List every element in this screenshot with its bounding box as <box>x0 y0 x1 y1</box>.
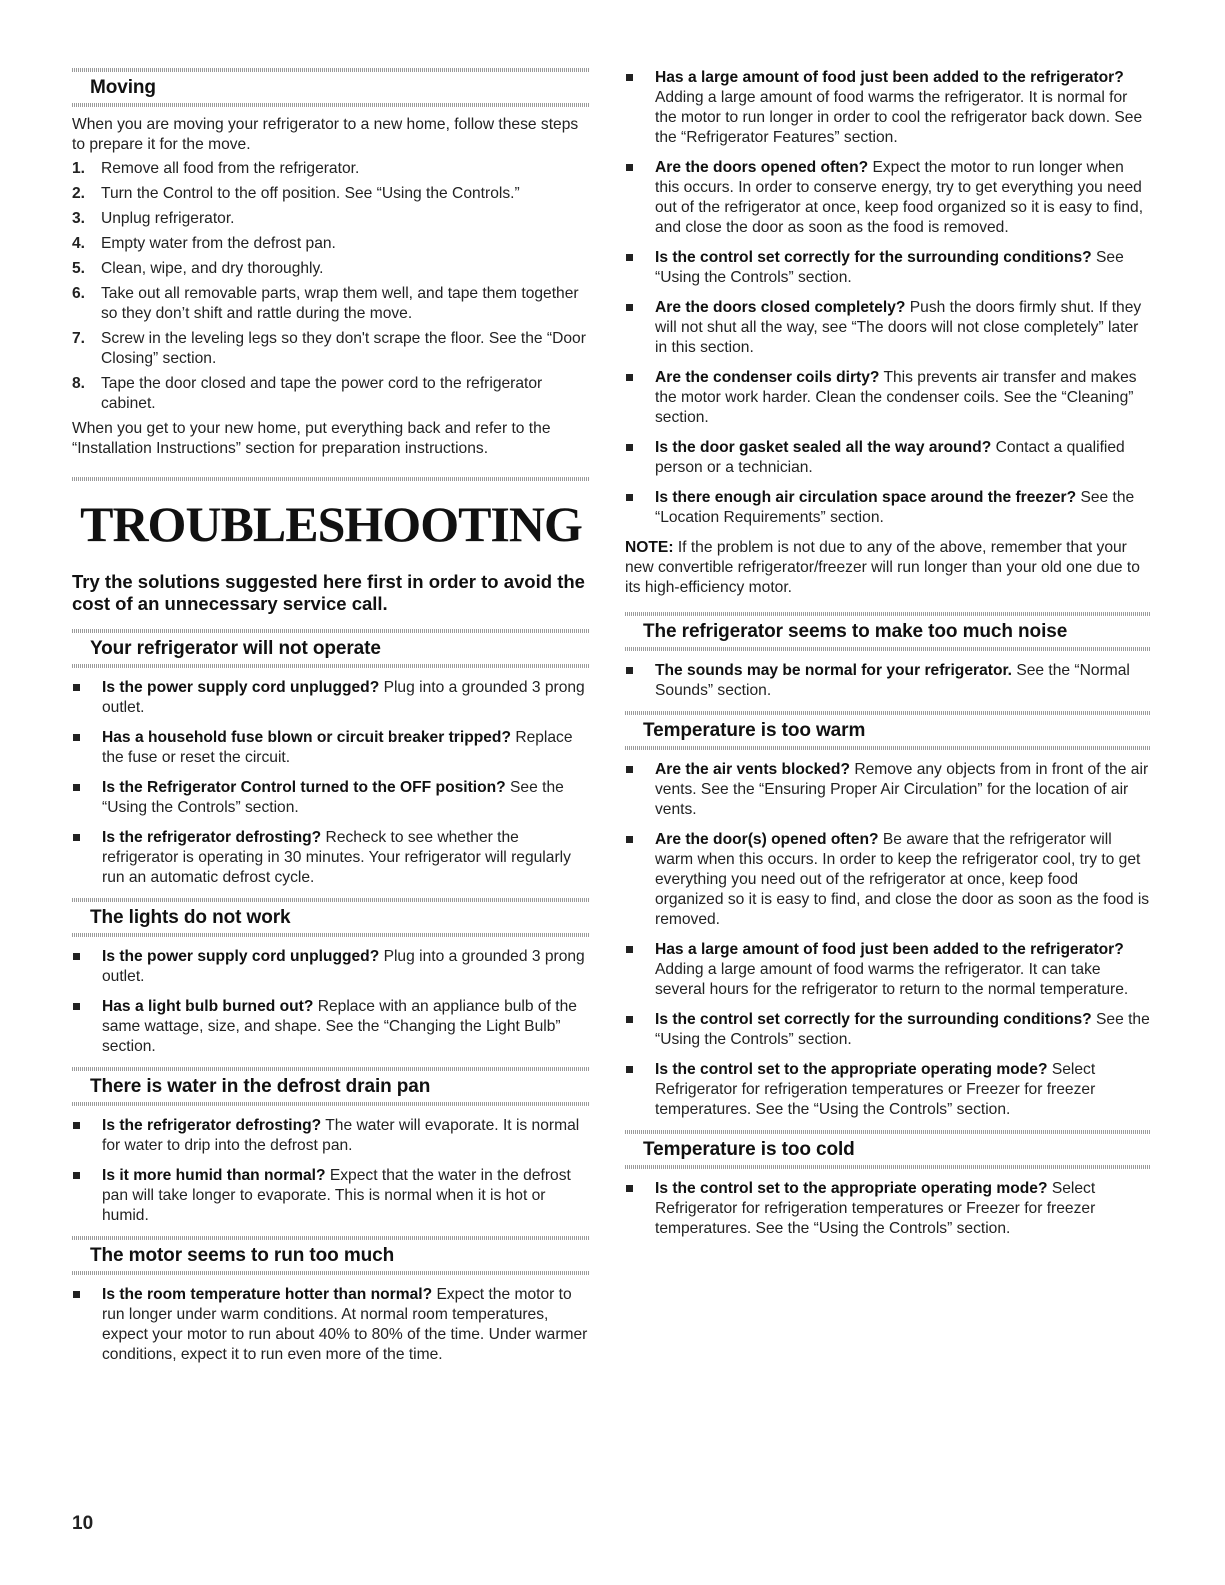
section-divider <box>72 1102 590 1106</box>
question: Are the condenser coils dirty? <box>655 369 880 386</box>
bullet-icon <box>73 1291 80 1298</box>
list-item <box>625 661 1150 701</box>
cold-heading: Temperature is too cold <box>643 1139 855 1160</box>
bullet-icon <box>626 444 633 451</box>
bullet-icon <box>73 834 80 841</box>
list-item <box>72 374 590 414</box>
question: Is the power supply cord unplugged? <box>102 679 380 696</box>
list-item <box>625 248 1150 288</box>
list-item <box>72 329 590 369</box>
question: Is the control set correctly for the surrounding conditions? <box>655 1011 1092 1028</box>
note-label: NOTE: <box>625 539 674 556</box>
moving-heading: Moving <box>90 77 156 98</box>
step-text: Turn the Control to the off position. See “Using the Controls.” <box>101 185 520 202</box>
list-item <box>625 368 1150 428</box>
question: Is the control set to the appropriate operating mode? <box>655 1061 1048 1078</box>
question: Is there enough air circulation space around the freezer? <box>655 489 1077 506</box>
question: Has a large amount of food just been added to the refrigerator? <box>655 69 1124 86</box>
section-divider <box>625 1165 1150 1169</box>
list-item <box>72 184 590 204</box>
bullet-icon <box>626 374 633 381</box>
list-item <box>72 159 590 179</box>
question: Is the Refrigerator Control turned to the OFF position? <box>102 779 506 796</box>
motor-list-left <box>72 1285 590 1365</box>
list-item <box>72 947 590 987</box>
list-item <box>625 68 1150 148</box>
moving-outro: When you get to your new home, put everything back and refer to the “Installation Instructions” section for preparation instructions. <box>72 420 551 457</box>
list-item <box>72 828 590 888</box>
bullet-icon <box>73 1122 80 1129</box>
answer: See “Using the Controls” section. <box>655 249 1124 286</box>
list-item <box>72 259 590 279</box>
bullet-icon <box>626 1016 633 1023</box>
bullet-icon <box>626 164 633 171</box>
section-divider <box>72 103 590 107</box>
moving-intro: When you are moving your refrigerator to a new home, follow these steps to prepare it for the move. <box>72 116 579 153</box>
question: Is the control set to the appropriate operating mode? <box>655 1180 1048 1197</box>
motor-note <box>625 538 1150 598</box>
bullet-icon <box>73 784 80 791</box>
page-number: 10 <box>72 1513 94 1534</box>
bullet-icon <box>626 667 633 674</box>
answer: Adding a large amount of food warms the refrigerator. It can take several hours for the refrigerator to return to the normal temperature. <box>655 961 1129 998</box>
section-divider <box>72 1271 590 1275</box>
question: The sounds may be normal for your refrigerator. <box>655 662 1013 679</box>
step-text: Screw in the leveling legs so they don't scrape the floor. See the “Door Closing” section. <box>101 330 586 367</box>
answer: Expect the motor to run longer under warm conditions. At normal room temperatures, expect your motor to run about 40% to 80% of the time. Under warmer conditions, expect it to run even more of the time. <box>102 1286 588 1363</box>
list-item <box>625 158 1150 238</box>
list-item <box>72 778 590 818</box>
list-item <box>625 1060 1150 1120</box>
answer: See the “Normal Sounds” section. <box>655 662 1130 699</box>
list-item <box>625 830 1150 930</box>
right-column <box>625 68 1150 1249</box>
answer: Adding a large amount of food warms the refrigerator. It is normal for the motor to run longer in order to cool the refrigerator back down. See the “Refrigerator Features” section. <box>655 89 1143 146</box>
question: Is the control set correctly for the surrounding conditions? <box>655 249 1092 266</box>
cold-list <box>625 1179 1150 1239</box>
section-divider <box>72 477 590 481</box>
list-item <box>625 488 1150 528</box>
bullet-icon <box>626 304 633 311</box>
lights-heading: The lights do not work <box>90 907 291 928</box>
answer: Expect that the water in the defrost pan will take longer to evaporate. This is normal when it is hot or humid. <box>102 1167 571 1224</box>
troubleshooting-lead: Try the solutions suggested here first in order to avoid the cost of an unnecessary service call. <box>72 571 585 614</box>
list-item <box>625 1010 1150 1050</box>
question: Is the power supply cord unplugged? <box>102 948 380 965</box>
answer: The water will evaporate. It is normal for water to drip into the defrost pan. <box>102 1117 580 1154</box>
bullet-icon <box>73 734 80 741</box>
step-number: 2. <box>72 185 86 202</box>
question: Is the refrigerator defrosting? <box>102 1117 322 1134</box>
list-item <box>72 209 590 229</box>
bullet-icon <box>626 836 633 843</box>
answer: Select Refrigerator for refrigeration temperatures or Freezer for freezer temperatures. See the “Using the Controls” section. <box>655 1180 1096 1237</box>
list-item <box>625 438 1150 478</box>
step-number: 5. <box>72 260 86 277</box>
answer: Push the doors firmly shut. If they will not shut all the way, see “The doors will not close completely” later in this section. <box>655 299 1142 356</box>
step-number: 6. <box>72 285 86 302</box>
list-item <box>72 997 590 1057</box>
answer: See the “Using the Controls” section. <box>655 1011 1150 1048</box>
noise-list <box>625 661 1150 701</box>
question: Are the doors closed completely? <box>655 299 906 316</box>
section-divider <box>625 746 1150 750</box>
bullet-icon <box>626 494 633 501</box>
answer: Expect the motor to run longer when this occurs. In order to conserve energy, try to get everything you need out of the refrigerator at once, keep food organized so it is easy to find, and close the door as soon as the food is removed. <box>655 159 1144 236</box>
answer: Recheck to see whether the refrigerator is operating in 30 minutes. Your refrigerator will regularly run an automatic defrost cycle. <box>102 829 571 886</box>
list-item <box>625 1179 1150 1239</box>
step-text: Remove all food from the refrigerator. <box>101 160 360 177</box>
motor-heading: The motor seems to run too much <box>90 1245 395 1266</box>
bullet-icon <box>626 766 633 773</box>
answer: Select Refrigerator for refrigeration temperatures or Freezer for freezer temperatures. See the “Using the Controls” section. <box>655 1061 1096 1118</box>
answer: Replace with an appliance bulb of the same wattage, size, and shape. See the “Changing the Light Bulb” section. <box>102 998 577 1055</box>
bullet-icon <box>626 1066 633 1073</box>
section-divider <box>72 664 590 668</box>
list-item <box>72 234 590 254</box>
answer: See the “Location Requirements” section. <box>655 489 1135 526</box>
motor-list-right <box>625 68 1150 528</box>
warm-list <box>625 760 1150 1120</box>
step-number: 7. <box>72 330 86 347</box>
warm-heading: Temperature is too warm <box>643 720 866 741</box>
left-column <box>72 68 590 1375</box>
noise-heading: The refrigerator seems to make too much noise <box>643 621 1068 642</box>
list-item <box>72 1166 590 1226</box>
question: Has a light bulb burned out? <box>102 998 314 1015</box>
list-item <box>72 728 590 768</box>
answer: Be aware that the refrigerator will warm when this occurs. In order to keep the refrigerator cool, try to get everything you need out of the refrigerator at once, keep food organized so it is easy to find, and close the door as soon as the food is removed. <box>655 831 1150 928</box>
answer: This prevents air transfer and makes the motor work harder. Clean the condenser coils. See the “Cleaning” section. <box>655 369 1137 426</box>
not-operate-list <box>72 678 590 888</box>
bullet-icon <box>626 74 633 81</box>
section-divider <box>625 647 1150 651</box>
question: Is the refrigerator defrosting? <box>102 829 322 846</box>
step-number: 1. <box>72 160 86 177</box>
answer: Contact a qualified person or a technician. <box>655 439 1125 476</box>
bullet-icon <box>73 953 80 960</box>
list-item <box>72 1116 590 1156</box>
bullet-icon <box>626 1185 633 1192</box>
list-item <box>72 678 590 718</box>
section-divider <box>72 933 590 937</box>
answer: Remove any objects from in front of the air vents. See the “Ensuring Proper Air Circulation” for the location of air vents. <box>655 761 1149 818</box>
list-item <box>625 760 1150 820</box>
step-text: Unplug refrigerator. <box>101 210 235 227</box>
step-text: Empty water from the defrost pan. <box>101 235 336 252</box>
answer: Replace the fuse or reset the circuit. <box>102 729 573 766</box>
question: Is the door gasket sealed all the way around? <box>655 439 992 456</box>
question: Has a household fuse blown or circuit breaker tripped? <box>102 729 511 746</box>
question: Is it more humid than normal? <box>102 1167 326 1184</box>
water-heading: There is water in the defrost drain pan <box>90 1076 431 1097</box>
step-number: 4. <box>72 235 86 252</box>
step-text: Tape the door closed and tape the power cord to the refrigerator cabinet. <box>101 375 543 412</box>
water-list <box>72 1116 590 1226</box>
list-item <box>72 1285 590 1365</box>
question: Has a large amount of food just been added to the refrigerator? <box>655 941 1124 958</box>
question: Are the door(s) opened often? <box>655 831 879 848</box>
answer: Plug into a grounded 3 prong outlet. <box>102 679 585 716</box>
list-item <box>72 284 590 324</box>
troubleshooting-title: TROUBLESHOOTING <box>80 496 582 552</box>
lights-list <box>72 947 590 1057</box>
list-item <box>625 298 1150 358</box>
step-number: 8. <box>72 375 86 392</box>
question: Are the air vents blocked? <box>655 761 850 778</box>
bullet-icon <box>73 1003 80 1010</box>
question: Are the doors opened often? <box>655 159 869 176</box>
bullet-icon <box>626 254 633 261</box>
answer: See the “Using the Controls” section. <box>102 779 564 816</box>
step-number: 3. <box>72 210 86 227</box>
step-text: Take out all removable parts, wrap them well, and tape them together so they don’t shift and rattle during the move. <box>101 285 579 322</box>
question: Is the room temperature hotter than normal? <box>102 1286 433 1303</box>
not-operate-heading: Your refrigerator will not operate <box>90 638 381 659</box>
list-item <box>625 940 1150 1000</box>
bullet-icon <box>626 946 633 953</box>
answer: Plug into a grounded 3 prong outlet. <box>102 948 585 985</box>
step-text: Clean, wipe, and dry thoroughly. <box>101 260 324 277</box>
moving-steps <box>72 159 590 414</box>
bullet-icon <box>73 1172 80 1179</box>
note-text: If the problem is not due to any of the above, remember that your new convertible refrigerator/freezer will run longer than your old one due to its high-efficiency motor. <box>625 539 1140 596</box>
bullet-icon <box>73 684 80 691</box>
